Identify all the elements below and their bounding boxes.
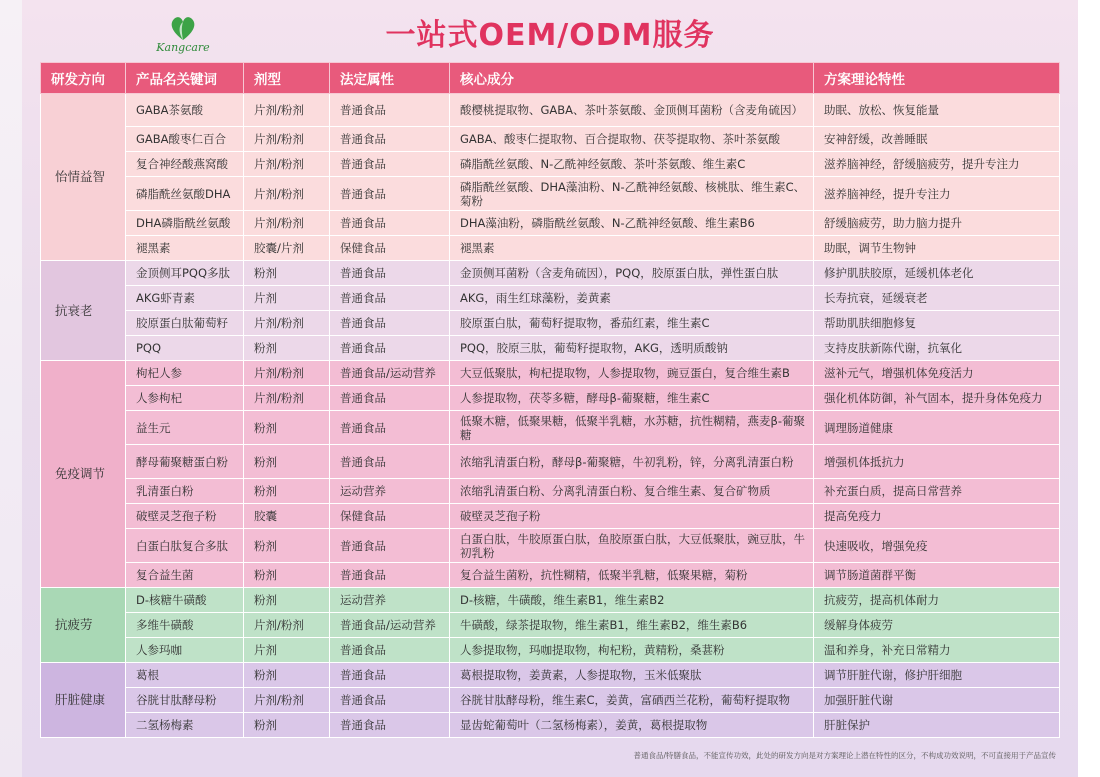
feature-cell: 长寿抗衰，延缓衰老	[814, 286, 1060, 311]
product-name-cell: D-核糖牛磺酸	[126, 588, 244, 613]
table-row	[41, 386, 1060, 411]
ingredients-cell: 磷脂酰丝氨酸、DHA藻油粉、N-乙酰神经氨酸、核桃肽、维生素C、菊粉	[450, 177, 814, 211]
ingredients-cell: 破壁灵芝孢子粉	[450, 504, 814, 529]
feature-cell: 助眠、放松、恢复能量	[814, 94, 1060, 127]
ingredients-cell: 显齿蛇葡萄叶（二氢杨梅素），姜黄，葛根提取物	[450, 713, 814, 738]
feature-cell: 舒缓脑疲劳，助力脑力提升	[814, 211, 1060, 236]
legal-attribute-cell: 普通食品	[330, 261, 450, 286]
legal-attribute-cell: 普通食品	[330, 127, 450, 152]
product-name-cell: 益生元	[126, 411, 244, 445]
feature-cell: 调节肝脏代谢，修护肝细胞	[814, 663, 1060, 688]
table-row	[41, 286, 1060, 311]
feature-cell: 温和养身，补充日常精力	[814, 638, 1060, 663]
feature-cell: 强化机体防御，补气固本，提升身体免疫力	[814, 386, 1060, 411]
ingredients-cell: AKG，雨生红球藻粉，姜黄素	[450, 286, 814, 311]
ingredients-cell: 牛磺酸，绿茶提取物，维生素B1，维生素B2，维生素B6	[450, 613, 814, 638]
table-row	[41, 504, 1060, 529]
feature-cell: 帮助肌肤细胞修复	[814, 311, 1060, 336]
header-ingredients: 核心成分	[450, 63, 814, 94]
product-name-cell: 白蛋白肽复合多肽	[126, 529, 244, 563]
feature-cell: 安神舒缓，改善睡眠	[814, 127, 1060, 152]
form-cell: 粉剂	[244, 445, 330, 479]
table-row	[41, 688, 1060, 713]
feature-cell: 肝脏保护	[814, 713, 1060, 738]
legal-attribute-cell: 普通食品	[330, 563, 450, 588]
legal-attribute-cell: 运动营养	[330, 479, 450, 504]
feature-cell: 调节肠道菌群平衡	[814, 563, 1060, 588]
table-row	[41, 445, 1060, 479]
product-name-cell: AKG虾青素	[126, 286, 244, 311]
form-cell: 粉剂	[244, 411, 330, 445]
feature-cell: 提高免疫力	[814, 504, 1060, 529]
product-name-cell: 酵母葡聚糖蛋白粉	[126, 445, 244, 479]
table-row	[41, 236, 1060, 261]
product-name-cell: 复合益生菌	[126, 563, 244, 588]
ingredients-cell: DHA藻油粉，磷脂酰丝氨酸、N-乙酰神经氨酸、维生素B6	[450, 211, 814, 236]
form-cell: 粉剂	[244, 713, 330, 738]
ingredients-cell: 酸樱桃提取物、GABA、茶叶茶氨酸、金顶侧耳菌粉（含麦角硫因）	[450, 94, 814, 127]
form-cell: 片剂/粉剂	[244, 177, 330, 211]
product-name-cell: 多维牛磺酸	[126, 613, 244, 638]
ingredients-cell: 人参提取物，茯苓多糖，酵母β-葡聚糖，维生素C	[450, 386, 814, 411]
feature-cell: 增强机体抵抗力	[814, 445, 1060, 479]
ingredients-cell: 胶原蛋白肽，葡萄籽提取物，番茄红素，维生素C	[450, 311, 814, 336]
legal-attribute-cell: 保健食品	[330, 236, 450, 261]
table-body	[41, 94, 1060, 738]
ingredients-cell: 褪黑素	[450, 236, 814, 261]
form-cell: 胶囊	[244, 504, 330, 529]
ingredients-cell: 葛根提取物，姜黄素，人参提取物，玉米低聚肽	[450, 663, 814, 688]
product-name-cell: GABA茶氨酸	[126, 94, 244, 127]
form-cell: 片剂/粉剂	[244, 152, 330, 177]
form-cell: 片剂	[244, 286, 330, 311]
feature-cell: 调理肠道健康	[814, 411, 1060, 445]
ingredients-cell: 复合益生菌粉，抗性糊精，低聚半乳糖，低聚果糖，菊粉	[450, 563, 814, 588]
feature-cell: 滋补元气，增强机体免疫活力	[814, 361, 1060, 386]
product-name-cell: 人参枸杞	[126, 386, 244, 411]
form-cell: 粉剂	[244, 588, 330, 613]
table-row	[41, 177, 1060, 211]
header-direction: 研发方向	[41, 63, 126, 94]
header-form: 剂型	[244, 63, 330, 94]
legal-attribute-cell: 普通食品	[330, 529, 450, 563]
legal-attribute-cell: 普通食品	[330, 211, 450, 236]
product-name-cell: 磷脂酰丝氨酸DHA	[126, 177, 244, 211]
feature-cell: 抗疲劳，提高机体耐力	[814, 588, 1060, 613]
form-cell: 片剂/粉剂	[244, 311, 330, 336]
legal-attribute-cell: 运动营养	[330, 588, 450, 613]
ingredients-cell: GABA、酸枣仁提取物、百合提取物、茯苓提取物、茶叶茶氨酸	[450, 127, 814, 152]
form-cell: 粉剂	[244, 529, 330, 563]
legal-attribute-cell: 普通食品/运动营养	[330, 613, 450, 638]
form-cell: 片剂/粉剂	[244, 361, 330, 386]
form-cell: 片剂/粉剂	[244, 211, 330, 236]
legal-attribute-cell: 普通食品	[330, 445, 450, 479]
direction-cell: 肝脏健康	[41, 663, 126, 738]
form-cell: 粉剂	[244, 479, 330, 504]
legal-attribute-cell: 普通食品	[330, 688, 450, 713]
table-row	[41, 336, 1060, 361]
feature-cell: 支持皮肤新陈代谢，抗氧化	[814, 336, 1060, 361]
form-cell: 片剂/粉剂	[244, 386, 330, 411]
product-name-cell: PQQ	[126, 336, 244, 361]
header-product-name: 产品名关键词	[126, 63, 244, 94]
feature-cell: 加强肝脏代谢	[814, 688, 1060, 713]
product-name-cell: 褪黑素	[126, 236, 244, 261]
legal-attribute-cell: 普通食品	[330, 177, 450, 211]
legal-attribute-cell: 普通食品	[330, 411, 450, 445]
legal-attribute-cell: 普通食品	[330, 713, 450, 738]
table-row	[41, 663, 1060, 688]
table-row	[41, 127, 1060, 152]
table-row	[41, 311, 1060, 336]
direction-cell: 抗疲劳	[41, 588, 126, 663]
product-name-cell: 枸杞人参	[126, 361, 244, 386]
ingredients-cell: 人参提取物，玛咖提取物，枸杞粉，黄精粉，桑葚粉	[450, 638, 814, 663]
product-name-cell: 二氢杨梅素	[126, 713, 244, 738]
form-cell: 粉剂	[244, 261, 330, 286]
table-row	[41, 261, 1060, 286]
legal-attribute-cell: 普通食品	[330, 311, 450, 336]
product-name-cell: 葛根	[126, 663, 244, 688]
form-cell: 片剂	[244, 638, 330, 663]
ingredients-cell: 谷胱甘肽酵母粉，维生素C，姜黄，富硒西兰花粉，葡萄籽提取物	[450, 688, 814, 713]
table-row	[41, 588, 1060, 613]
feature-cell: 快速吸收，增强免疫	[814, 529, 1060, 563]
legal-attribute-cell: 普通食品	[330, 336, 450, 361]
header-features: 方案理论特性	[814, 63, 1060, 94]
header-legal-attribute: 法定属性	[330, 63, 450, 94]
legal-attribute-cell: 保健食品	[330, 504, 450, 529]
legal-attribute-cell: 普通食品	[330, 286, 450, 311]
ingredients-cell: 白蛋白肽，牛胶原蛋白肽，鱼胶原蛋白肽，大豆低聚肽，豌豆肽，牛初乳粉	[450, 529, 814, 563]
feature-cell: 缓解身体疲劳	[814, 613, 1060, 638]
product-name-cell: 谷胱甘肽酵母粉	[126, 688, 244, 713]
table-row	[41, 361, 1060, 386]
legal-attribute-cell: 普通食品	[330, 386, 450, 411]
feature-cell: 补充蛋白质，提高日常营养	[814, 479, 1060, 504]
footer-note: 普通食品/特膳食品，不能宣传功效，此处的研发方向是对方案理论上潜在特性的区分，不构成功效说明，不可直接用于产品宣传	[633, 751, 1056, 760]
form-cell: 粉剂	[244, 663, 330, 688]
form-cell: 片剂/粉剂	[244, 127, 330, 152]
table-row	[41, 563, 1060, 588]
product-name-cell: 金顶侧耳PQQ多肽	[126, 261, 244, 286]
product-name-cell: 破壁灵芝孢子粉	[126, 504, 244, 529]
product-name-cell: GABA酸枣仁百合	[126, 127, 244, 152]
legal-attribute-cell: 普通食品/运动营养	[330, 361, 450, 386]
ingredients-cell: 大豆低聚肽，枸杞提取物，人参提取物，豌豆蛋白，复合维生素B	[450, 361, 814, 386]
direction-cell: 抗衰老	[41, 261, 126, 361]
form-cell: 片剂/粉剂	[244, 94, 330, 127]
legal-attribute-cell: 普通食品	[330, 663, 450, 688]
form-cell: 片剂/粉剂	[244, 688, 330, 713]
product-name-cell: DHA磷脂酰丝氨酸	[126, 211, 244, 236]
direction-cell: 免疫调节	[41, 361, 126, 588]
product-name-cell: 复合神经酸燕窝酸	[126, 152, 244, 177]
form-cell: 粉剂	[244, 336, 330, 361]
table-header-row	[41, 63, 1060, 94]
brand-name: Kangcare	[156, 41, 210, 54]
table-row	[41, 94, 1060, 127]
product-table	[40, 62, 1060, 738]
ingredients-cell: 浓缩乳清蛋白粉，酵母β-葡聚糖，牛初乳粉，锌，分离乳清蛋白粉	[450, 445, 814, 479]
feature-cell: 助眠，调节生物钟	[814, 236, 1060, 261]
form-cell: 片剂/粉剂	[244, 613, 330, 638]
feature-cell: 滋养脑神经，舒缓脑疲劳，提升专注力	[814, 152, 1060, 177]
product-name-cell: 乳清蛋白粉	[126, 479, 244, 504]
table-row	[41, 479, 1060, 504]
ingredients-cell: D-核糖，牛磺酸，维生素B1，维生素B2	[450, 588, 814, 613]
table-row	[41, 411, 1060, 445]
feature-cell: 修护肌肤胶原，延缓机体老化	[814, 261, 1060, 286]
ingredients-cell: PQQ，胶原三肽，葡萄籽提取物，AKG，透明质酸钠	[450, 336, 814, 361]
ingredients-cell: 低聚木糖，低聚果糖，低聚半乳糖，水苏糖，抗性糊精，燕麦β-葡聚糖	[450, 411, 814, 445]
direction-cell: 怡情益智	[41, 94, 126, 261]
legal-attribute-cell: 普通食品	[330, 152, 450, 177]
feature-cell: 滋养脑神经，提升专注力	[814, 177, 1060, 211]
legal-attribute-cell: 普通食品	[330, 638, 450, 663]
table-row	[41, 211, 1060, 236]
legal-attribute-cell: 普通食品	[330, 94, 450, 127]
table-row	[41, 638, 1060, 663]
table-row	[41, 529, 1060, 563]
form-cell: 粉剂	[244, 563, 330, 588]
ingredients-cell: 浓缩乳清蛋白粉、分离乳清蛋白粉、复合维生素、复合矿物质	[450, 479, 814, 504]
ingredients-cell: 金顶侧耳菌粉（含麦角硫因），PQQ，胶原蛋白肽，弹性蛋白肽	[450, 261, 814, 286]
table-row	[41, 152, 1060, 177]
form-cell: 胶囊/片剂	[244, 236, 330, 261]
page-title: 一站式OEM/ODM服务	[385, 18, 715, 53]
table-row	[41, 713, 1060, 738]
product-name-cell: 人参玛咖	[126, 638, 244, 663]
ingredients-cell: 磷脂酰丝氨酸、N-乙酰神经氨酸、茶叶茶氨酸、维生素C	[450, 152, 814, 177]
table-row	[41, 613, 1060, 638]
left-margin	[0, 0, 22, 777]
product-name-cell: 胶原蛋白肽葡萄籽	[126, 311, 244, 336]
